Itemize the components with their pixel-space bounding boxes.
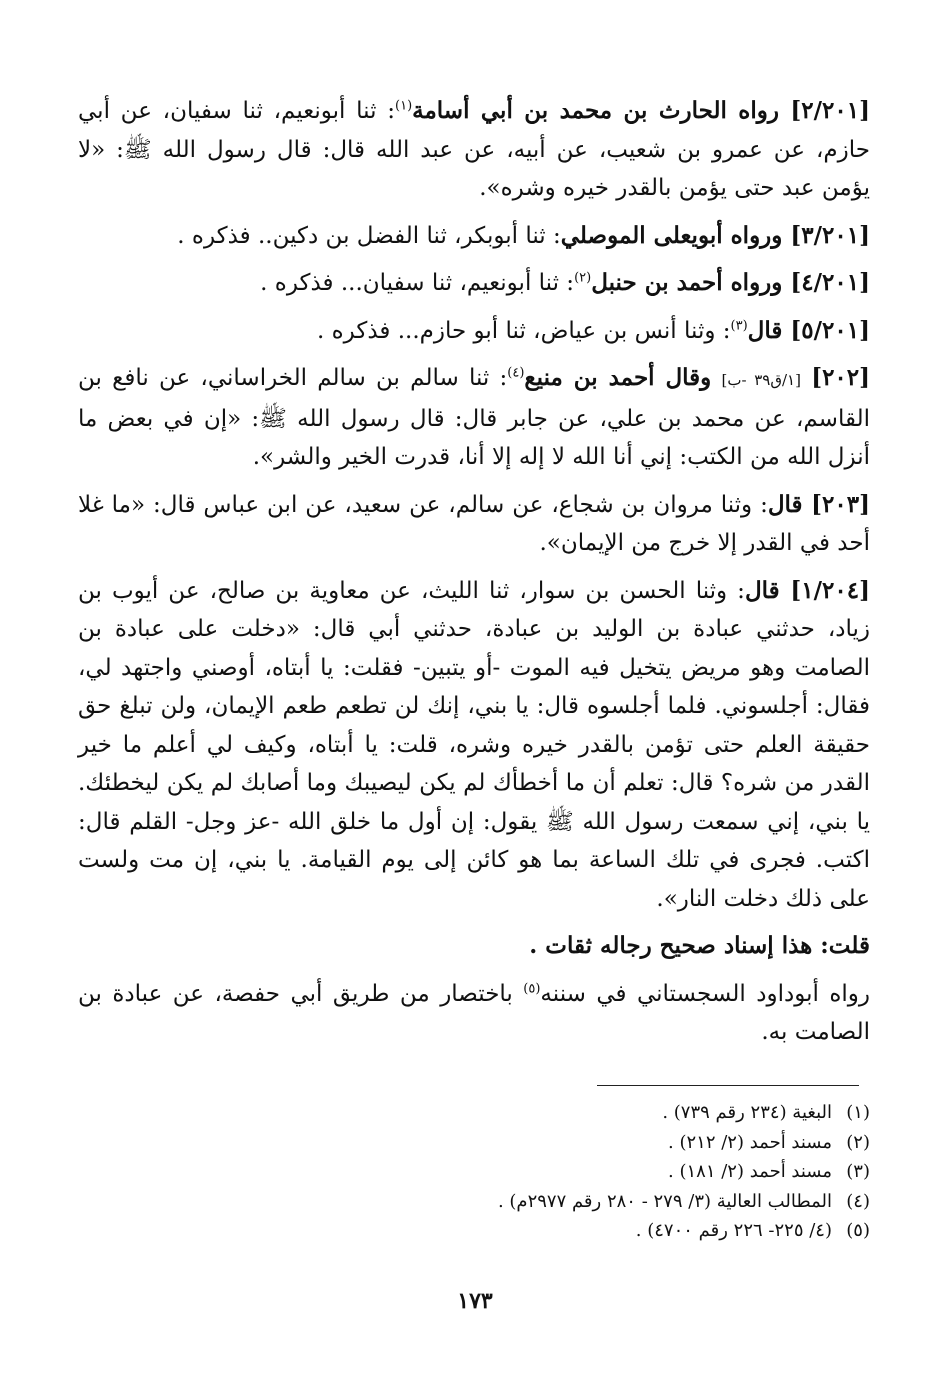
footnote-number: (٢)	[846, 1131, 870, 1153]
entry-heading-narrator: وقال أحمد بن منيع	[524, 364, 712, 391]
footnote-separator	[597, 1085, 859, 1086]
entry-text: : ثنا أبونعيم، ثنا سفيان... فذكره .	[260, 270, 575, 296]
footnote-text: البغية (٢٣٤ رقم ٧٣٩) .	[662, 1102, 832, 1123]
closing-text: رواه أبوداود السجستاني في سننه	[540, 980, 870, 1007]
entry-203	[78, 486, 870, 563]
editor-comment: قلت: هذا إسناد صحيح رجاله ثقات .	[529, 932, 870, 959]
footnote-number: (٥)	[846, 1220, 870, 1241]
footnote-number: (١)	[846, 1102, 870, 1123]
entry-heading: [٢٠٢]	[811, 364, 871, 391]
closing-paragraph	[78, 975, 870, 1052]
footnote-item	[78, 1187, 870, 1217]
footnote-item	[78, 1157, 870, 1187]
entry-4-201	[78, 264, 870, 303]
entry-text: : ثنا أبوبكر، ثنا الفضل بن دكين.. فذكره .	[177, 222, 561, 249]
footnote-text: مسند أحمد (٢/ ٢١٢) .	[668, 1131, 832, 1153]
entry-heading: [٤/٢٠١] ورواه أحمد بن حنبل	[591, 269, 870, 296]
entry-2-201	[78, 92, 870, 208]
footnote-marker: (٤)	[507, 365, 525, 381]
footnote-number: (٤)	[846, 1190, 870, 1212]
entry-3-201	[78, 217, 870, 256]
entry-5-201	[78, 312, 870, 351]
entry-text: : ثنا أبونعيم، ثنا سفيان، عن أبي حازم، عن عمرو بن شعيب، عن أبيه، عن عبد الله قال: قال رسول الله ﷺ: «لا يؤمن عبد حتى يؤمن بالقدر خيره وشره».	[78, 98, 870, 201]
footnote-text: المطالب العالية (٣/ ٢٧٩ - ٢٨٠ رقم ٢٩٧٧م) .	[497, 1190, 832, 1212]
footnote-marker: (٢)	[574, 270, 592, 286]
closing-text: باختصار من طريق أبي حفصة، عن عبادة بن الصامت به.	[78, 980, 870, 1045]
footnote-marker: (٣)	[730, 317, 748, 333]
entry-heading: [٥/٢٠١] قال	[747, 316, 870, 344]
footnote-item	[78, 1098, 870, 1128]
entry-heading: [٣/٢٠١] ورواه أبويعلى الموصلي	[560, 221, 870, 249]
footnote-marker: (١)	[395, 98, 413, 114]
footnote-item	[78, 1128, 870, 1158]
footnote-marker: (٥)	[523, 980, 541, 996]
footnote-text: مسند أحمد (٢/ ١٨١) .	[668, 1161, 832, 1182]
footnote-text: (٤/ ٢٢٥- ٢٢٦ رقم ٤٧٠٠) .	[635, 1220, 832, 1241]
footnote-item	[78, 1216, 870, 1246]
page-number: ١٧٣	[457, 1288, 493, 1314]
footnotes	[78, 1098, 870, 1246]
footnote-number: (٣)	[846, 1161, 870, 1182]
entry-heading: [١/٢٠٤] قال	[744, 576, 870, 604]
entry-1-204	[78, 572, 870, 919]
entry-heading: [٢٠٣] قال	[767, 490, 870, 518]
entry-text: : وثنا أنس بن عياض، ثنا أبو حازم... فذكره .	[317, 317, 731, 344]
manuscript-reference: [١/ق٣٩ -ب]	[721, 371, 801, 389]
entry-202	[78, 359, 870, 477]
entry-text: : وثنا الحسن بن سوار، ثنا الليث، عن معاوية بن صالح، عن أيوب بن زياد، حدثني عبادة بن الوليد بن عبادة، حدثني أبي قال: «دخلت على عبادة بن الصامت وهو مريض يتخيل فيه الموت -أو يتبين- فقلت: يا أبتاه، أوصني واجتهد لي، فقال: أجلسوني. فلما أجلسوه قال: يا بني، إنك لن تطعم طعم الإيمان، ولن تبلغ حق حقيقة العلم حتى تؤمن بالقدر خيره وشره، قلت: يا أبتاه، وكيف لي أعلم ما خير القدر من شره؟ قال: تعلم أن ما أخطأك لم يكن ليصيبك وما أصابك لم يكن ليخطئك. يا بني، إني سمعت رسول الله ﷺ يقول: إن أول ما خلق الله -عز وجل- القلم قال: اكتب. فجرى في تلك الساعة بما هو كائن إلى يوم القيامة. يا بني، إن مت ولست على ذلك دخلت النار».	[78, 577, 870, 912]
entry-text: : وثنا مروان بن شجاع، عن سالم، عن سعيد، عن ابن عباس قال: «ما غلا أحد في القدر إلا خرج من الإيمان».	[78, 491, 870, 556]
entry-heading: [٢/٢٠١] رواه الحارث بن محمد بن أبي أسامة	[412, 97, 870, 124]
main-text	[78, 92, 870, 1061]
entry-text: : ثنا سالم بن سالم الخراساني، عن نافع بن القاسم، عن محمد بن علي، عن جابر قال: قال رسول الله ﷺ: «إن في بعض ما أنزل الله من الكتب: إني أنا الله لا إله إلا أنا، قدرت الخير والشر».	[78, 365, 870, 470]
